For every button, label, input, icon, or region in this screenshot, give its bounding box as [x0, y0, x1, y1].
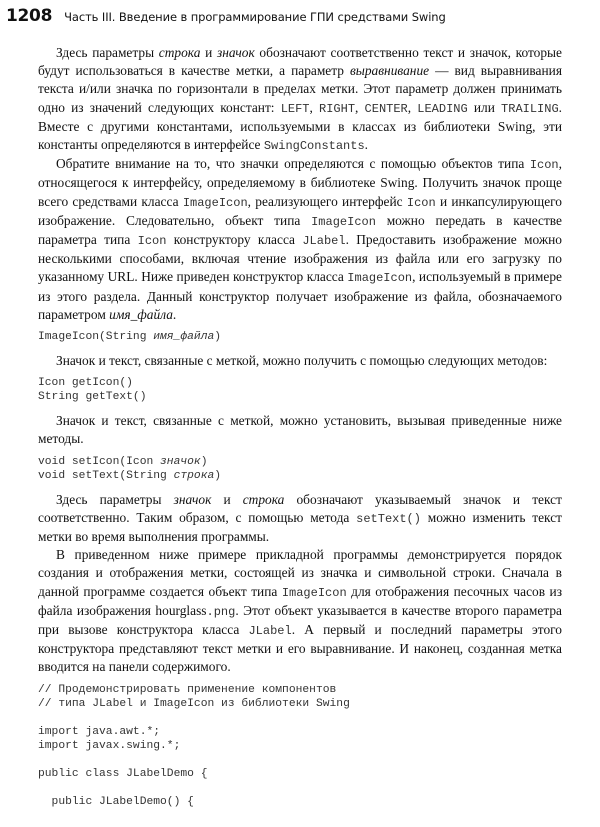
paragraph-get-methods: Значок и текст, связанные с меткой, можно получить с помощью следующих методов: — [56, 353, 548, 369]
page-body — [38, 44, 562, 809]
paragraph-label-params: Здесь параметры строка и значок обозначают соответственно текст и значок, которые будут использоваться в качестве метки, а параметр выравнивание — вид выравнивания текста и/или значка по горизонтали в пределах метки. Этот параметр должен принимать одно из значений следующих констант: LEFT, RIGHT, CENTER, LEADING или TRAILING. Вместе с другими константами, используемыми в классах из библиотеки Swing, эти константы определяются в интерфейсе SwingConstants. — [38, 45, 563, 154]
page-number: 1208 — [6, 6, 53, 26]
paragraph-set-methods: Значок и текст, связанные с меткой, можно установить, вызывая приведенные ниже методы. — [38, 413, 562, 447]
paragraph-icon-info: Обратите внимание на то, что значки определяются с помощью объектов типа Icon, относящегося к интерфейсу, определяемому в библиотеке Swing. Получить значок проще всего средствами класса ImageIcon, реализующего интерфейс Icon и инкапсулирующего изображение. Следовательно, объект типа ImageIcon можно передать в качестве параметра типа Icon конструктору класса JLabel. Предоставить изображение можно несколькими способами, включая чтение изображения из файла или его загрузку по указанному URL. Ниже приведен конструктор класса ImageIcon, используемый в примере из этого раздела. Данный конструктор получает изображение из файла, обозначаемого параметром имя_файла. — [38, 156, 563, 322]
code-jlabel-demo: // Продемонстрировать применение компонентов // типа JLabel и ImageIcon из библиотеки Swing import java.awt.*; import javax.swing.*; public class JLabelDemo { public JLabelDemo() { — [38, 683, 350, 808]
code-set-methods: void setIcon(Icon значок) void setText(String строка) — [38, 455, 222, 482]
page-header — [6, 6, 594, 28]
code-get-methods: Icon getIcon() String getText() — [38, 377, 147, 404]
code-imageicon-constructor: ImageIcon(String имя_файла) — [38, 331, 222, 344]
running-title: Часть III. Введение в программирование ГПИ средствами Swing — [64, 10, 446, 24]
paragraph-example-intro: В приведенном ниже примере прикладной программы демонстрируется порядок создания и отображения метки, состоящей из значка и символьной строки. Сначала в данной программе создается объект типа ImageIcon для отображения песочных часов из файла изображения hourglass.png. Этот объект указывается в качестве второго параметра при вызове конструктора класса JLabel. А первый и последний параметры этого конструктора представляют текст метки и его выравнивание. И наконец, созданная метка вводится на панели содержимого. — [38, 547, 563, 675]
paragraph-set-params: Здесь параметры значок и строка обозначают указываемый значок и текст соответственно. Таким образом, с помощью метода setText() можно изменить текст метки во время выполнения программы. — [38, 491, 562, 545]
